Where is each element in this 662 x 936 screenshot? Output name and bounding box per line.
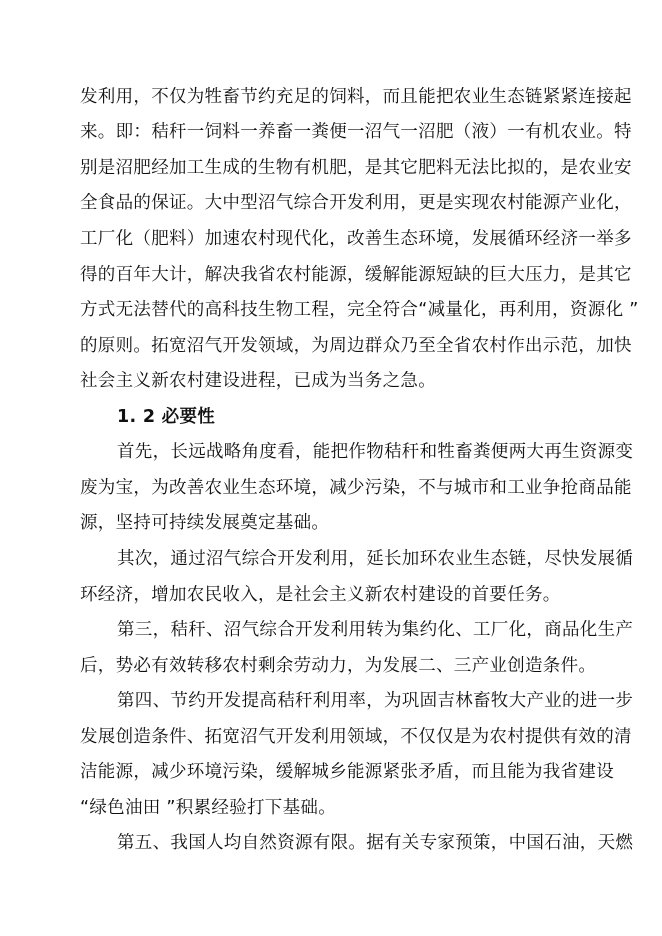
paragraph-line: 废为宝，为改善农业生态环境，减少污染，不与城市和工业争抢商品能: [80, 478, 632, 498]
paragraph-line: 得的百年大计，解决我省农村能源，缓解能源短缺的巨大压力，是其它: [80, 265, 632, 285]
paragraph-line: “绿色油田 ”积累经验打下基础。: [80, 798, 336, 818]
paragraph-line: 后，势必有效转移农村剩余劳动力，为发展二、三产业创造条件。: [80, 656, 597, 676]
paragraph-line: 第三，秸秆、沼气综合开发利用转为集约化、工厂化，商品化生产: [117, 620, 634, 640]
paragraph-line: 来。即：秸秆一饲料一养畜一粪便一沼气一沼肥（液）一有机农业。特: [80, 122, 632, 142]
paragraph-line: 其次，通过沼气综合开发利用，延长加环农业生态链，尽快发展循: [117, 549, 634, 569]
paragraph-line: 别是沼肥经加工生成的生物有机肥，是其它肥料无法比拟的，是农业安: [80, 158, 632, 178]
paragraph-line: 发展创造条件、拓宽沼气开发利用领域，不仅仅是为农村提供有效的清: [80, 727, 632, 747]
paragraph-line: 方式无法替代的高科技生物工程，完全符合“减量化，再利用，资源化 ”: [80, 300, 639, 320]
paragraph-line: 全食品的保证。大中型沼气综合开发利用，更是实现农村能源产业化，: [80, 193, 632, 213]
paragraph-line: 第四、节约开发提高秸秆利用率，为巩固吉林畜牧大产业的进一步: [117, 691, 634, 711]
paragraph-line: 工厂化（肥料）加速农村现代化，改善生态环境，发展循环经济一举多: [80, 229, 632, 249]
paragraph-line: 的原则。拓宽沼气开发领域，为周边群众乃至全省农村作出示范，加快: [80, 336, 632, 356]
paragraph-line: 洁能源，减少环境污染，缓解城乡能源紧张矛盾，而且能为我省建设: [80, 762, 614, 782]
section-heading: 1. 2 必要性: [117, 407, 216, 427]
paragraph-line: 第五、我国人均自然资源有限。据有关专家预策，中国石油，天燃: [117, 833, 634, 853]
paragraph-line: 环经济，增加农民收入，是社会主义新农村建设的首要任务。: [80, 585, 561, 605]
paragraph-line: 发利用，不仅为牲畜节约充足的饲料，而且能把农业生态链紧紧连接起: [80, 87, 632, 107]
paragraph-line: 源，坚持可持续发展奠定基础。: [80, 513, 330, 533]
paragraph-line: 社会主义新农村建设进程，已成为当务之急。: [80, 371, 436, 391]
paragraph-line: 首先，长远战略角度看，能把作物秸秆和牲畜粪便两大再生资源变: [117, 442, 634, 462]
